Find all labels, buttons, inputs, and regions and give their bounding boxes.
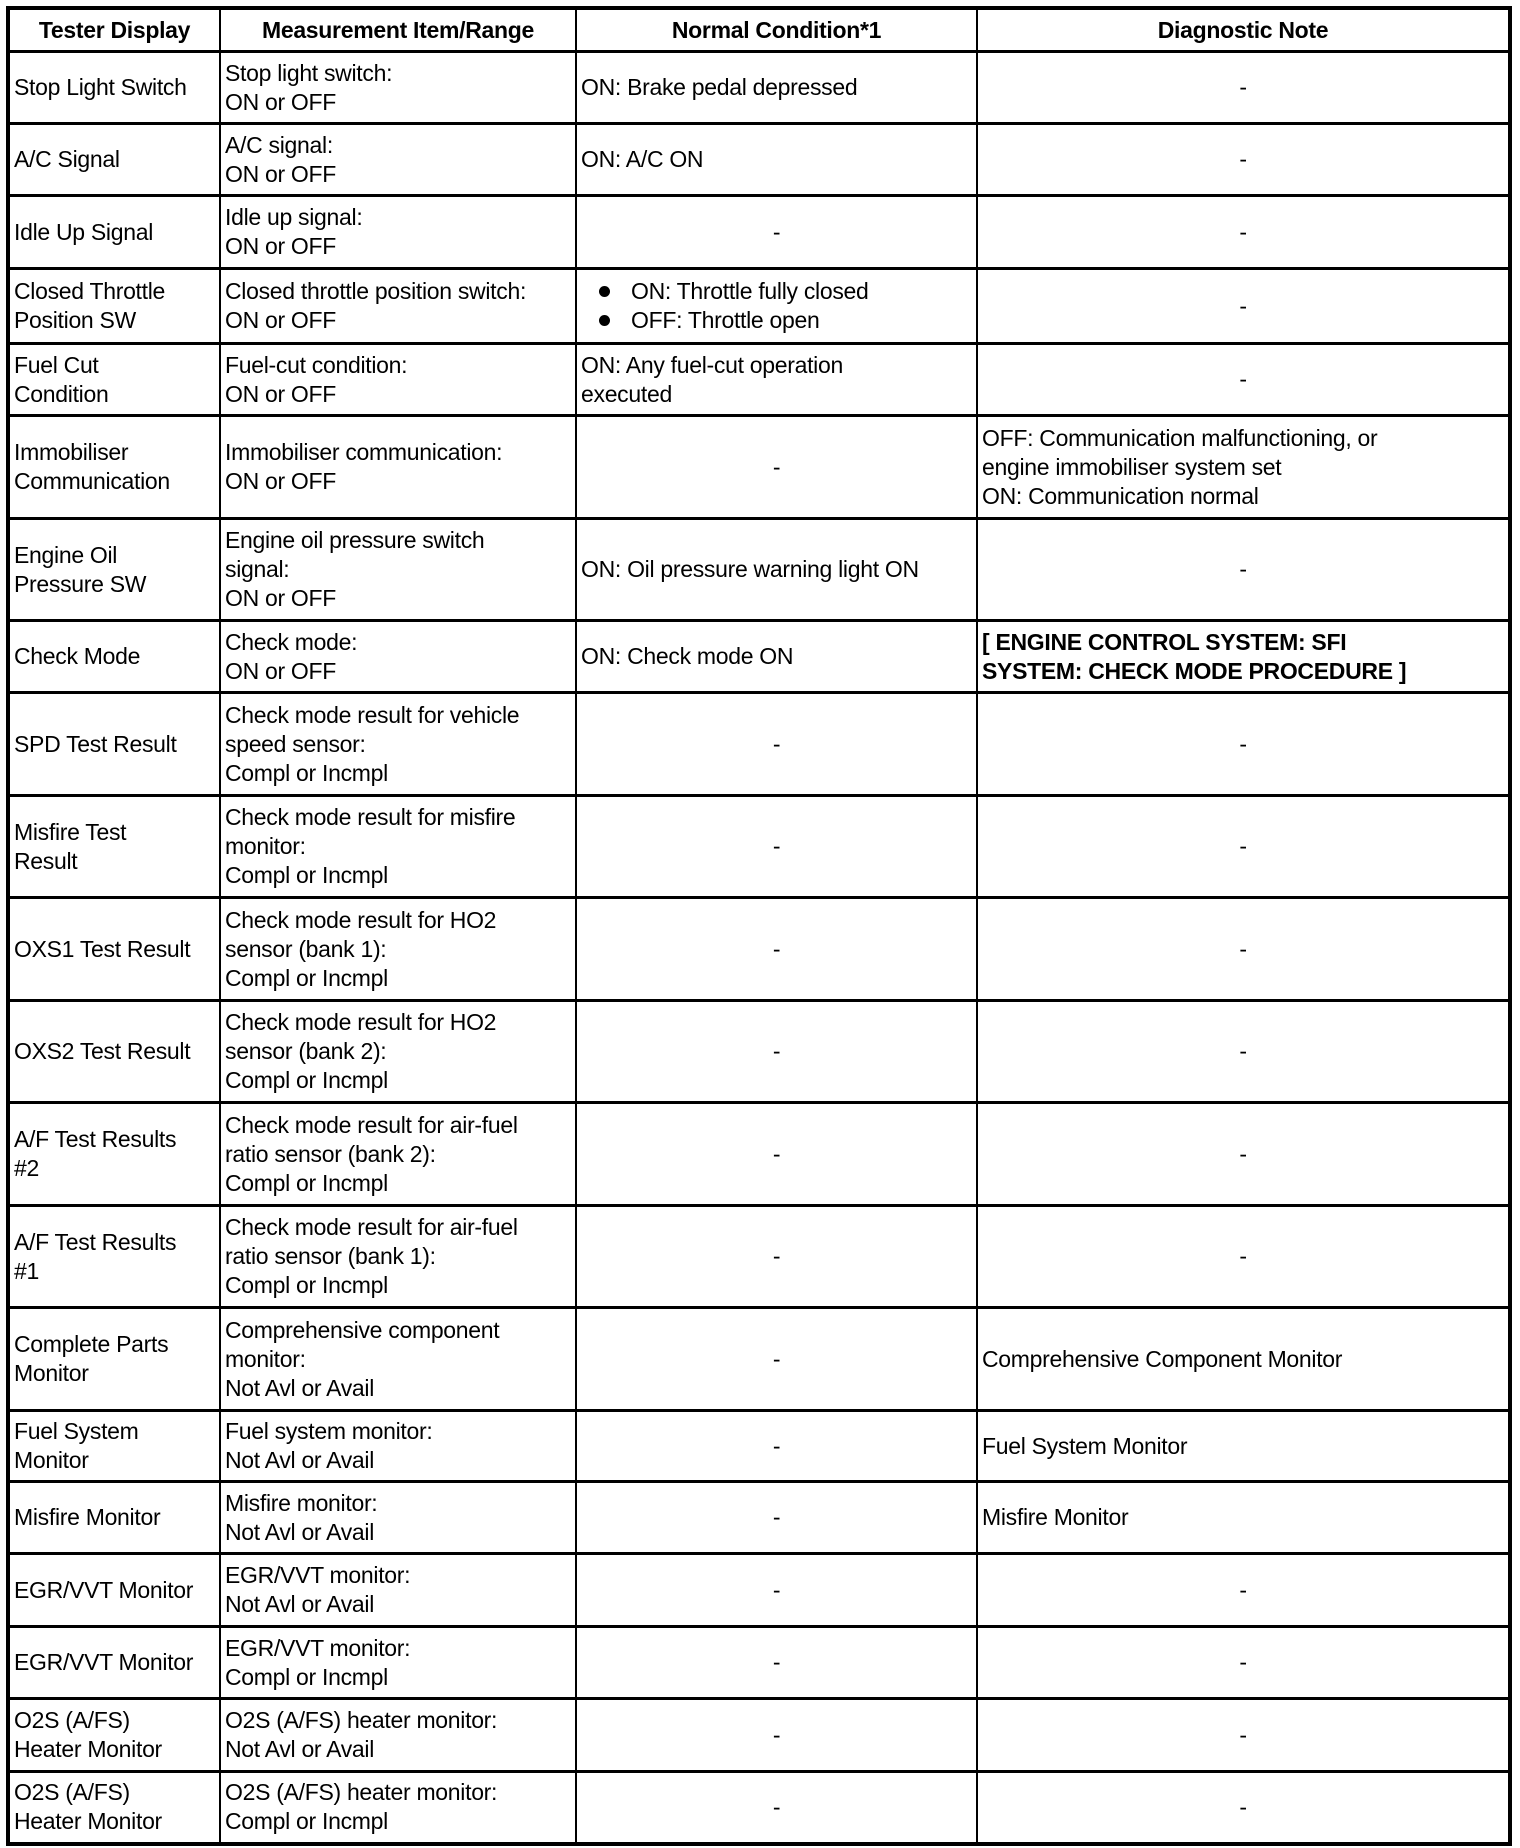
normal-condition-cell: - <box>576 1699 977 1772</box>
table-row <box>8 1308 1510 1411</box>
normal-condition-cell: - <box>576 693 977 796</box>
tester-display-cell: Fuel System Monitor <box>8 1411 220 1482</box>
normal-condition-cell: - <box>576 416 977 519</box>
diagnostic-note-cell: - <box>977 796 1510 898</box>
table-row <box>8 124 1510 196</box>
table-row <box>8 52 1510 124</box>
tester-display-cell: OXS1 Test Result <box>8 898 220 1001</box>
measurement-item-cell: Closed throttle position switch: ON or OFF <box>220 269 576 344</box>
table-row <box>8 693 1510 796</box>
diagnostic-note-cell: - <box>977 1554 1510 1627</box>
normal-condition-cell: - <box>576 1103 977 1206</box>
table-row <box>8 1554 1510 1627</box>
normal-condition-cell: - <box>576 1411 977 1482</box>
tester-display-cell: EGR/VVT Monitor <box>8 1554 220 1627</box>
table-row <box>8 1772 1510 1844</box>
table-row <box>8 796 1510 898</box>
tester-display-cell: O2S (A/FS) Heater Monitor <box>8 1772 220 1844</box>
diagnostic-note-cell: - <box>977 898 1510 1001</box>
diagnostic-note-cell: Comprehensive Component Monitor <box>977 1308 1510 1411</box>
tester-display-cell: Complete Parts Monitor <box>8 1308 220 1411</box>
table-header-row <box>8 8 1510 52</box>
table-row <box>8 196 1510 269</box>
table-row <box>8 898 1510 1001</box>
normal-condition-cell: - <box>576 1482 977 1554</box>
measurement-item-cell: Check mode result for air-fuel ratio sensor (bank 2): Compl or Incmpl <box>220 1103 576 1206</box>
normal-condition-cell: ON: Brake pedal depressed <box>576 52 977 124</box>
measurement-item-cell: A/C signal: ON or OFF <box>220 124 576 196</box>
measurement-item-cell: EGR/VVT monitor: Compl or Incmpl <box>220 1627 576 1699</box>
normal-condition-cell: ON: Any fuel-cut operation executed <box>576 344 977 416</box>
data-monitor-table <box>6 6 1512 1846</box>
diagnostic-note-cell: - <box>977 124 1510 196</box>
tester-display-cell: Stop Light Switch <box>8 52 220 124</box>
diagnostic-note-cell: - <box>977 1206 1510 1308</box>
measurement-item-cell: EGR/VVT monitor: Not Avl or Avail <box>220 1554 576 1627</box>
normal-condition-cell: - <box>576 1554 977 1627</box>
tester-display-cell: A/F Test Results #2 <box>8 1103 220 1206</box>
diagnostic-note-cell: - <box>977 1699 1510 1772</box>
header-diagnostic-note: Diagnostic Note <box>977 8 1510 52</box>
tester-display-cell: EGR/VVT Monitor <box>8 1627 220 1699</box>
measurement-item-cell: Check mode result for vehicle speed sensor: Compl or Incmpl <box>220 693 576 796</box>
table-row <box>8 1699 1510 1772</box>
normal-condition-cell: - <box>576 898 977 1001</box>
normal-condition-cell: ON: Check mode ON <box>576 621 977 693</box>
tester-display-cell: Check Mode <box>8 621 220 693</box>
diagnostic-note-cell: - <box>977 1103 1510 1206</box>
measurement-item-cell: Comprehensive component monitor: Not Avl or Avail <box>220 1308 576 1411</box>
measurement-item-cell: Idle up signal: ON or OFF <box>220 196 576 269</box>
table-row <box>8 344 1510 416</box>
diagnostic-note-cell: - <box>977 693 1510 796</box>
normal-condition-cell: - <box>576 1001 977 1103</box>
tester-display-cell: OXS2 Test Result <box>8 1001 220 1103</box>
table-row <box>8 621 1510 693</box>
bullet-item: ON: Throttle fully closed <box>597 277 972 306</box>
measurement-item-cell: Stop light switch: ON or OFF <box>220 52 576 124</box>
tester-display-cell: Fuel Cut Condition <box>8 344 220 416</box>
bullet-list <box>581 277 972 335</box>
measurement-item-cell: O2S (A/FS) heater monitor: Compl or Incmpl <box>220 1772 576 1844</box>
measurement-item-cell: Check mode result for HO2 sensor (bank 2): Compl or Incmpl <box>220 1001 576 1103</box>
measurement-item-cell: O2S (A/FS) heater monitor: Not Avl or Avail <box>220 1699 576 1772</box>
tester-display-cell: Misfire Monitor <box>8 1482 220 1554</box>
header-normal-condition: Normal Condition*1 <box>576 8 977 52</box>
measurement-item-cell: Engine oil pressure switch signal: ON or OFF <box>220 519 576 621</box>
normal-condition-cell: ON: Oil pressure warning light ON <box>576 519 977 621</box>
header-tester-display: Tester Display <box>8 8 220 52</box>
tester-display-cell: Engine Oil Pressure SW <box>8 519 220 621</box>
procedure-link[interactable]: [ ENGINE CONTROL SYSTEM: SFI SYSTEM: CHECK MODE PROCEDURE ] <box>977 621 1510 693</box>
diagnostic-note-cell: Misfire Monitor <box>977 1482 1510 1554</box>
table-row <box>8 269 1510 344</box>
normal-condition-cell: - <box>576 796 977 898</box>
normal-condition-cell <box>576 269 977 344</box>
diagnostic-note-cell: - <box>977 196 1510 269</box>
diagnostic-note-cell: - <box>977 344 1510 416</box>
table-row <box>8 416 1510 519</box>
table-row <box>8 1206 1510 1308</box>
bullet-item: OFF: Throttle open <box>597 306 972 335</box>
diagnostic-note-cell: - <box>977 1627 1510 1699</box>
table-row <box>8 1103 1510 1206</box>
measurement-item-cell: Check mode result for air-fuel ratio sensor (bank 1): Compl or Incmpl <box>220 1206 576 1308</box>
measurement-item-cell: Fuel system monitor: Not Avl or Avail <box>220 1411 576 1482</box>
normal-condition-cell: - <box>576 1206 977 1308</box>
measurement-item-cell: Misfire monitor: Not Avl or Avail <box>220 1482 576 1554</box>
tester-display-cell: A/C Signal <box>8 124 220 196</box>
diagnostic-note-cell: - <box>977 519 1510 621</box>
tester-display-cell: Immobiliser Communication <box>8 416 220 519</box>
header-measurement-item: Measurement Item/Range <box>220 8 576 52</box>
diagnostic-note-cell: - <box>977 52 1510 124</box>
table-row <box>8 1482 1510 1554</box>
table-row <box>8 519 1510 621</box>
table-row <box>8 1411 1510 1482</box>
measurement-item-cell: Check mode result for HO2 sensor (bank 1): Compl or Incmpl <box>220 898 576 1001</box>
measurement-item-cell: Fuel-cut condition: ON or OFF <box>220 344 576 416</box>
tester-display-cell: Closed Throttle Position SW <box>8 269 220 344</box>
tester-display-cell: Idle Up Signal <box>8 196 220 269</box>
measurement-item-cell: Check mode result for misfire monitor: Compl or Incmpl <box>220 796 576 898</box>
tester-display-cell: SPD Test Result <box>8 693 220 796</box>
normal-condition-cell: - <box>576 1772 977 1844</box>
measurement-item-cell: Immobiliser communication: ON or OFF <box>220 416 576 519</box>
measurement-item-cell: Check mode: ON or OFF <box>220 621 576 693</box>
table-row <box>8 1001 1510 1103</box>
tester-display-cell: O2S (A/FS) Heater Monitor <box>8 1699 220 1772</box>
normal-condition-cell: - <box>576 196 977 269</box>
normal-condition-cell: - <box>576 1308 977 1411</box>
diagnostic-note-cell: - <box>977 269 1510 344</box>
tester-display-cell: A/F Test Results #1 <box>8 1206 220 1308</box>
normal-condition-cell: ON: A/C ON <box>576 124 977 196</box>
table-row <box>8 1627 1510 1699</box>
diagnostic-note-cell: - <box>977 1001 1510 1103</box>
tester-display-cell: Misfire Test Result <box>8 796 220 898</box>
diagnostic-note-cell: OFF: Communication malfunctioning, or engine immobiliser system set ON: Communication normal <box>977 416 1510 519</box>
normal-condition-cell: - <box>576 1627 977 1699</box>
diagnostic-note-cell: - <box>977 1772 1510 1844</box>
diagnostic-note-cell: Fuel System Monitor <box>977 1411 1510 1482</box>
